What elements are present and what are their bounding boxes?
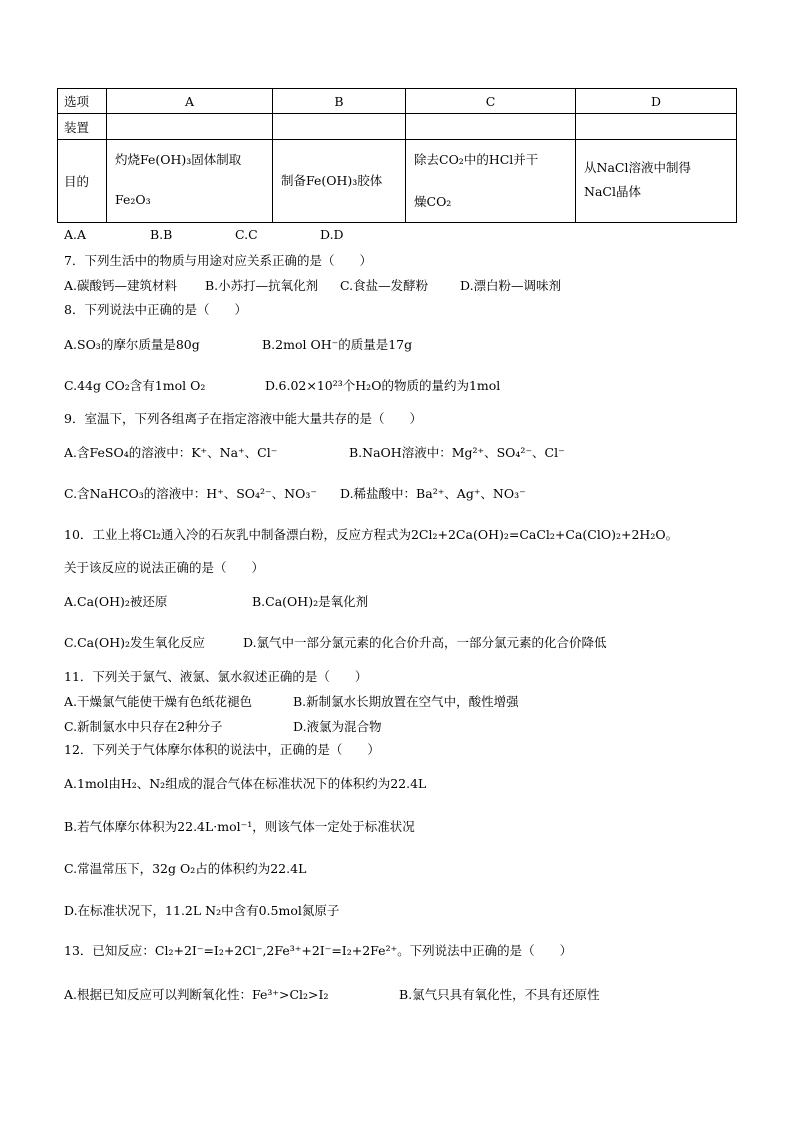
purpose-c (406, 140, 576, 223)
q6-choice-b: B.B (150, 227, 173, 242)
q11-stem: 11．下列关于氯气、液氯、氯水叙述正确的是（ ） (64, 669, 368, 684)
purpose-c-line2: 燥CO₂ (414, 194, 452, 209)
q9-option-c: C.含NaHCO₃的溶液中：H⁺、SO₄²⁻、NO₃⁻ (64, 486, 317, 501)
q9-stem: 9．室温下，下列各组离子在指定溶液中能大量共存的是（ ） (64, 411, 422, 426)
header-option: 选项 (58, 89, 107, 114)
q7-option-d: D.漂白粉—调味剂 (460, 278, 562, 293)
header-b: B (273, 89, 406, 114)
q7-option-c: C.食盐—发酵粉 (340, 278, 429, 293)
row-purpose-label: 目的 (58, 140, 107, 223)
q12-option-c: C.常温常压下，32g O₂占的体积约为22.4L (64, 861, 307, 876)
device-c (406, 114, 576, 140)
purpose-d (576, 140, 737, 223)
row-device-label: 装置 (58, 114, 107, 140)
purpose-b (273, 140, 406, 223)
header-d: D (576, 89, 737, 114)
header-c: C (406, 89, 576, 114)
q13-stem: 13．已知反应：Cl₂+2I⁻=I₂+2Cl⁻,2Fe³⁺+2I⁻=I₂+2Fe²⁺。下列说法中正确的是（ ） (64, 943, 573, 958)
q11-option-b: B.新制氯水长期放置在空气中，酸性增强 (293, 694, 519, 709)
q7-option-b: B.小苏打—抗氧化剂 (205, 278, 319, 293)
q10-stem: 10．工业上将Cl₂通入冷的石灰乳中制备漂白粉，反应方程式为2Cl₂+2Ca(OH)₂=CaCl₂+Ca(ClO)₂+2H₂O。 (64, 527, 679, 542)
q8-option-c: C.44g CO₂含有1mol O₂ (64, 378, 206, 393)
q9-option-d: D.稀盐酸中：Ba²⁺、Ag⁺、NO₃⁻ (340, 486, 526, 501)
device-a (107, 114, 273, 140)
q7-option-a: A.碳酸钙—建筑材料 (64, 278, 178, 293)
purpose-a-line2: Fe₂O₃ (115, 192, 151, 207)
q7-stem: 7．下列生活中的物质与用途对应关系正确的是（ ） (64, 253, 372, 268)
device-b (273, 114, 406, 140)
q8-option-a: A.SO₃的摩尔质量是80g (64, 337, 200, 352)
purpose-d-line2: NaCl晶体 (584, 184, 641, 199)
q12-option-a: A.1mol由H₂、N₂组成的混合气体在标准状况下的体积约为22.4L (64, 776, 427, 791)
q10-option-c: C.Ca(OH)₂发生氧化反应 (64, 635, 206, 650)
q8-option-b: B.2mol OH⁻的质量是17g (262, 337, 413, 352)
q6-choice-d: D.D (320, 227, 344, 242)
q10-option-b: B.Ca(OH)₂是氧化剂 (252, 594, 369, 609)
purpose-a (107, 140, 273, 223)
q13-option-b: B.氯气只具有氧化性，不具有还原性 (399, 987, 600, 1002)
q10-option-d: D.氯气中一部分氯元素的化合价升高，一部分氯元素的化合价降低 (243, 635, 607, 650)
q11-option-c: C.新制氯水中只存在2种分子 (64, 719, 223, 734)
q12-stem: 12．下列关于气体摩尔体积的说法中，正确的是（ ） (64, 742, 380, 757)
purpose-b-text: 制备Fe(OH)₃胶体 (281, 173, 383, 188)
q6-choice-a: A.A (64, 227, 87, 242)
q12-option-b: B.若气体摩尔体积为22.4L·mol⁻¹，则该气体一定处于标准状况 (64, 819, 415, 834)
purpose-d-line1: 从NaCl溶液中制得 (584, 160, 691, 175)
q10-option-a: A.Ca(OH)₂被还原 (64, 594, 168, 609)
q10-stem-2: 关于该反应的说法正确的是（ ） (64, 560, 265, 575)
q11-option-a: A.干燥氯气能使干燥有色纸花褪色 (64, 694, 253, 709)
header-a: A (107, 89, 273, 114)
q9-option-b: B.NaOH溶液中：Mg²⁺、SO₄²⁻、Cl⁻ (349, 445, 565, 460)
purpose-c-line1: 除去CO₂中的HCl并干 (414, 152, 539, 167)
purpose-a-line1: 灼烧Fe(OH)₃固体制取 (115, 152, 242, 167)
q6-choice-c: C.C (235, 227, 258, 242)
q9-option-a: A.含FeSO₄的溶液中：K⁺、Na⁺、Cl⁻ (64, 445, 278, 460)
q11-option-d: D.液氯为混合物 (293, 719, 382, 734)
q12-option-d: D.在标准状况下，11.2L N₂中含有0.5mol氮原子 (64, 903, 340, 918)
device-d (576, 114, 737, 140)
q8-stem: 8．下列说法中正确的是（ ） (64, 302, 247, 317)
q8-option-d: D.6.02×10²³个H₂O的物质的量约为1mol (265, 378, 501, 393)
options-table (57, 88, 737, 223)
q13-option-a: A.根据已知反应可以判断氧化性：Fe³⁺>Cl₂>I₂ (64, 987, 329, 1002)
